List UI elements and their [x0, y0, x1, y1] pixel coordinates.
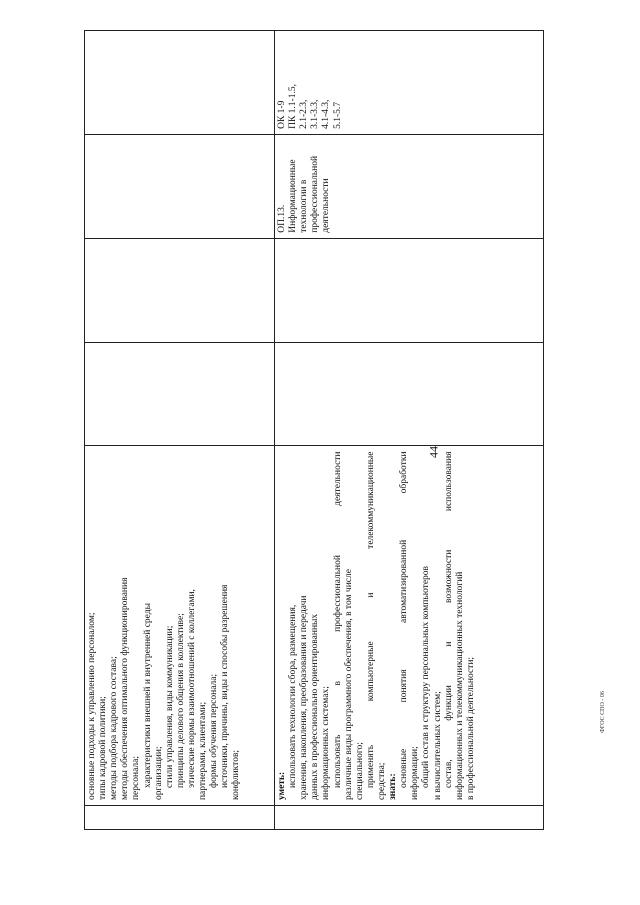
requirement-line: использовать технологии сбора, размещения, — [288, 604, 299, 789]
table-cell-empty — [275, 238, 544, 342]
table-cell-empty — [85, 134, 275, 238]
requirement-line: хранения, накопления, преобразования и передачи — [299, 595, 310, 801]
requirement-line: методы подбора кадрового состава; — [109, 656, 120, 801]
discipline-name-line: технологии в — [299, 179, 310, 233]
discipline-cell — [275, 134, 544, 238]
page-number: 44 — [426, 446, 441, 458]
footer-label: ФГОС СПО - 06 — [600, 691, 606, 733]
table-cell-empty — [275, 342, 544, 446]
requirement-line: основные понятия автоматизированной обработки — [399, 451, 410, 789]
requirement-line: состав, функции и возможности использования — [443, 451, 454, 789]
requirement-line: общий состав и структуру персональных компьютеров — [421, 565, 432, 789]
table-cell-empty — [85, 342, 275, 446]
requirement-line: средства; — [376, 762, 387, 801]
requirement-line: этические нормы взаимоотношений с коллегами, — [186, 589, 197, 789]
requirement-line: стили управления, виды коммуникации; — [164, 625, 175, 789]
requirement-line: данных в профессионально ориентированных — [310, 613, 321, 801]
discipline-code: ОП.13. — [277, 204, 287, 233]
requirement-line: партнерами, клиентами; — [198, 701, 209, 801]
requirement-line: формы обучения персонала; — [209, 673, 220, 789]
requirement-line: в профессиональной деятельности; — [465, 656, 476, 801]
table-cell-empty — [275, 806, 544, 830]
requirement-line: характеристики внешней и внутренней среды — [142, 603, 153, 789]
competency-line: ОК 1-9 — [277, 100, 287, 129]
discipline-name-line: профессиональной — [310, 155, 321, 233]
requirement-line: и вычислительных систем; — [432, 691, 443, 801]
table-row — [85, 31, 275, 830]
requirement-line: принципы делового общения в коллективе; — [175, 613, 186, 789]
requirement-line: типы кадровой политики; — [98, 696, 109, 801]
requirement-line: конфликтов; — [231, 749, 242, 801]
requirement-line: информационных и телекоммуникационных технологий — [454, 571, 465, 801]
requirement-line: основные подходы к управлению персоналом; — [87, 612, 97, 801]
competencies-cell — [275, 31, 544, 135]
requirement-line: использовать в профессиональной деятельности — [332, 451, 343, 789]
table-cell-empty — [85, 31, 275, 135]
requirement-line: различные виды программного обеспечения, в том числе — [343, 569, 354, 801]
table-cell-empty — [85, 806, 275, 830]
competency-line: 4.1-4.3, — [321, 99, 332, 129]
requirement-line: специального; — [354, 742, 365, 801]
discipline-name-line: Информационные — [288, 159, 299, 233]
discipline-name-line: деятельности — [321, 178, 332, 233]
requirements-cell — [85, 446, 275, 806]
table-row — [275, 31, 544, 830]
section-label-znat: знать: — [388, 773, 399, 801]
competency-line: ПК 1.1-1.5, — [288, 84, 299, 129]
requirement-line: информационных системах; — [321, 686, 332, 801]
competency-line: 3.1-3.3, — [310, 99, 321, 129]
competency-line: 5.1-5.7 — [332, 101, 343, 129]
requirement-line: информации; — [410, 746, 421, 801]
requirement-line: персонала; — [131, 756, 142, 801]
requirement-line: методы обеспечения оптимального функционирования — [120, 577, 131, 801]
competency-line: 2.1-2.3, — [299, 99, 310, 129]
section-label-umet: уметь: — [277, 771, 287, 801]
table-cell-empty — [85, 238, 275, 342]
requirements-cell — [275, 446, 544, 806]
requirement-line: организации; — [153, 746, 164, 801]
requirement-line: источники, причины, виды и способы разрешения — [220, 584, 231, 789]
requirement-line: применять компьютерные и телекоммуникационные — [365, 451, 376, 789]
competency-table — [84, 30, 544, 830]
